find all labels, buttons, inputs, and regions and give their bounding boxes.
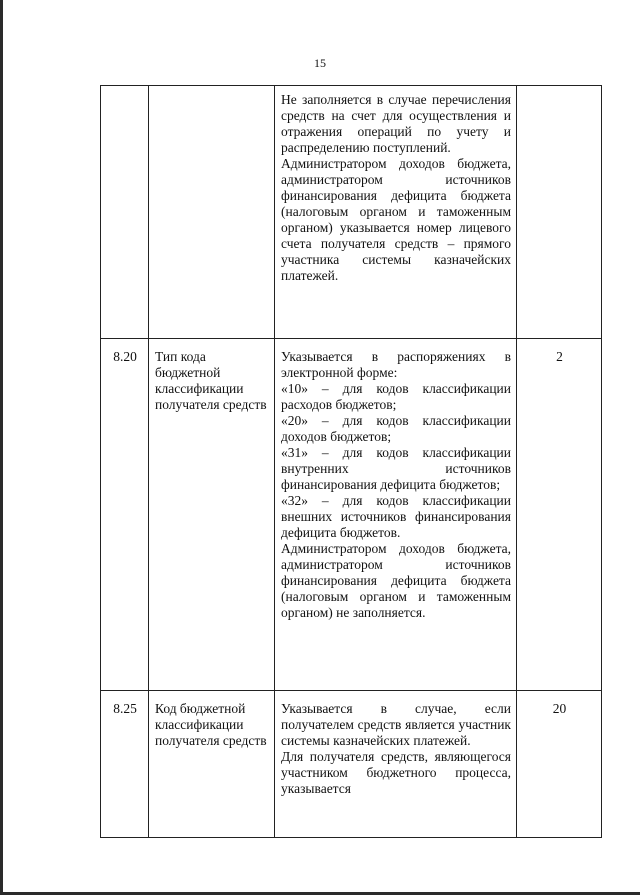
field-length: 20 xyxy=(517,691,602,838)
field-length: 2 xyxy=(517,339,602,691)
scan-edge-left xyxy=(0,0,3,895)
description-paragraph: «31» – для кодов классификации внутренних источников финансирования дефицита бюджетов; xyxy=(281,445,511,492)
field-length xyxy=(517,86,602,339)
description-paragraph: Администратором доходов бюджета, администратором источников финансирования дефицита бюджета (налоговым органом и таможенным органом) не заполняется. xyxy=(281,541,511,620)
field-name: Тип кода бюджетной классификации получателя средств xyxy=(149,339,275,691)
description-paragraph: Указывается в распоряжениях в электронной форме: xyxy=(281,349,511,380)
description-paragraph: «32» – для кодов классификации внешних источников финансирования дефицита бюджетов. xyxy=(281,493,511,540)
description-paragraph: «10» – для кодов классификации расходов бюджетов; xyxy=(281,381,511,412)
row-number: 8.25 xyxy=(101,691,149,838)
description-paragraph: Не заполняется в случае перечисления средств на счет для осуществления и отражения операций по учету и распределению поступлений. xyxy=(281,92,511,155)
page-number: 15 xyxy=(314,56,326,70)
field-description xyxy=(275,691,517,838)
description-paragraph: «20» – для кодов классификации доходов бюджетов; xyxy=(281,413,511,444)
field-name xyxy=(149,86,275,339)
requirements-table xyxy=(100,85,602,838)
description-paragraph: Указывается в случае, если получателем средств является участник системы казначейских платежей. xyxy=(281,701,511,748)
description-paragraph: Для получателя средств, являющегося участником бюджетного процесса, указывается xyxy=(281,749,511,796)
table-row xyxy=(101,691,602,838)
field-description xyxy=(275,86,517,339)
field-name: Код бюджетной классификации получателя средств xyxy=(149,691,275,838)
row-number xyxy=(101,86,149,339)
field-description xyxy=(275,339,517,691)
description-paragraph: Администратором доходов бюджета, администратором источников финансирования дефицита бюджета (налоговым органом и таможенным органом) указывается номер лицевого счета получателя средств – прямого участника системы казначейских платежей. xyxy=(281,156,511,283)
table-row xyxy=(101,86,602,339)
table-row xyxy=(101,339,602,691)
row-number: 8.20 xyxy=(101,339,149,691)
